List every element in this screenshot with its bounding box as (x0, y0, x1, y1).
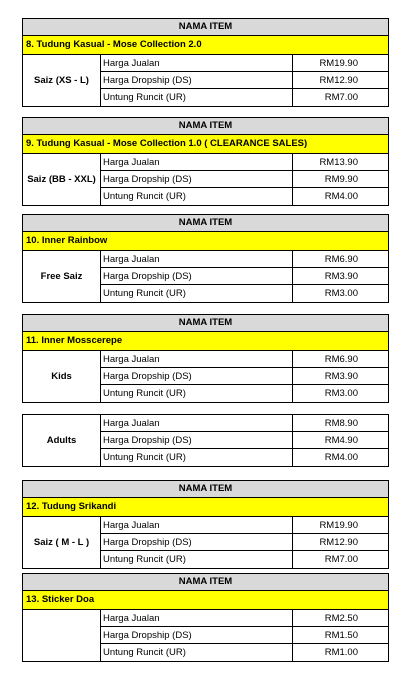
price-value: RM2.50 (324, 613, 358, 624)
table-row (101, 644, 388, 661)
price-value: RM6.90 (324, 354, 358, 365)
row-label: Harga Dropship (DS) (101, 627, 293, 643)
table-row (101, 432, 388, 449)
price-value: RM12.90 (319, 537, 358, 548)
row-label: Harga Dropship (DS) (101, 534, 293, 550)
row-label: Untung Runcit (UR) (101, 188, 293, 205)
row-label: Untung Runcit (UR) (101, 285, 293, 302)
table-row (101, 89, 388, 106)
price-value: RM3.90 (324, 271, 358, 282)
price-value: RM4.00 (324, 191, 358, 202)
table-row (101, 72, 388, 89)
price-value: RM1.50 (324, 630, 358, 641)
price-table-item-12 (22, 480, 389, 569)
price-value: RM12.90 (319, 75, 358, 86)
price-table-item-11-adults (22, 414, 389, 467)
row-label: Harga Dropship (DS) (101, 368, 293, 384)
table-row (101, 368, 388, 385)
price-value: RM1.00 (324, 647, 358, 658)
price-value: RM8.90 (324, 418, 358, 429)
size-label: Saiz ( M - L ) (23, 517, 101, 568)
table-row (101, 610, 388, 627)
table-header: NAMA ITEM (23, 574, 388, 591)
price-table-item-8 (22, 18, 389, 107)
table-row (101, 251, 388, 268)
row-label: Harga Dropship (DS) (101, 72, 293, 88)
table-row (101, 534, 388, 551)
row-label: Harga Jualan (101, 610, 293, 626)
price-value: RM19.90 (319, 58, 358, 69)
row-label: Harga Dropship (DS) (101, 432, 293, 448)
price-value: RM7.00 (324, 92, 358, 103)
row-label: Untung Runcit (UR) (101, 449, 293, 466)
row-label: Untung Runcit (UR) (101, 551, 293, 568)
price-value: RM7.00 (324, 554, 358, 565)
price-value: RM9.90 (324, 174, 358, 185)
row-label: Harga Jualan (101, 55, 293, 71)
size-label: Adults (23, 415, 101, 466)
table-row (101, 268, 388, 285)
row-label: Untung Runcit (UR) (101, 385, 293, 402)
size-label (23, 610, 101, 661)
table-header: NAMA ITEM (23, 118, 388, 135)
price-value: RM13.90 (319, 157, 358, 168)
table-row (101, 551, 388, 568)
table-header: NAMA ITEM (23, 315, 388, 332)
row-label: Harga Jualan (101, 351, 293, 367)
row-label: Harga Jualan (101, 415, 293, 431)
item-title: 10. Inner Rainbow (23, 232, 388, 251)
item-title: 9. Tudung Kasual - Mose Collection 1.0 ( CLEARANCE SALES) (23, 135, 388, 154)
row-label: Harga Jualan (101, 517, 293, 533)
item-title: 8. Tudung Kasual - Mose Collection 2.0 (23, 36, 388, 55)
size-label: Saiz (BB - XXL) (23, 154, 101, 205)
row-label: Harga Jualan (101, 154, 293, 170)
price-table-item-9 (22, 117, 389, 206)
price-value: RM19.90 (319, 520, 358, 531)
row-label: Harga Dropship (DS) (101, 171, 293, 187)
table-row (101, 55, 388, 72)
price-value: RM3.00 (324, 388, 358, 399)
price-table-item-11 (22, 314, 389, 403)
price-value: RM6.90 (324, 254, 358, 265)
table-row (101, 627, 388, 644)
table-row (101, 171, 388, 188)
table-row (101, 449, 388, 466)
row-label: Harga Jualan (101, 251, 293, 267)
size-label: Kids (23, 351, 101, 402)
size-label: Saiz (XS - L) (23, 55, 101, 106)
table-row (101, 285, 388, 302)
row-label: Untung Runcit (UR) (101, 644, 293, 661)
price-value: RM4.90 (324, 435, 358, 446)
price-value: RM3.00 (324, 288, 358, 299)
price-value: RM3.90 (324, 371, 358, 382)
row-label: Harga Dropship (DS) (101, 268, 293, 284)
item-title: 11. Inner Mosscerepe (23, 332, 388, 351)
price-table-item-10 (22, 214, 389, 303)
item-title: 13. Sticker Doa (23, 591, 388, 610)
price-value: RM4.00 (324, 452, 358, 463)
table-header: NAMA ITEM (23, 215, 388, 232)
table-row (101, 415, 388, 432)
table-header: NAMA ITEM (23, 19, 388, 36)
table-row (101, 154, 388, 171)
table-row (101, 385, 388, 402)
table-row (101, 188, 388, 205)
table-header: NAMA ITEM (23, 481, 388, 498)
row-label: Untung Runcit (UR) (101, 89, 293, 106)
price-table-item-13 (22, 573, 389, 662)
table-row (101, 517, 388, 534)
item-title: 12. Tudung Srikandi (23, 498, 388, 517)
table-row (101, 351, 388, 368)
size-label: Free Saiz (23, 251, 101, 302)
